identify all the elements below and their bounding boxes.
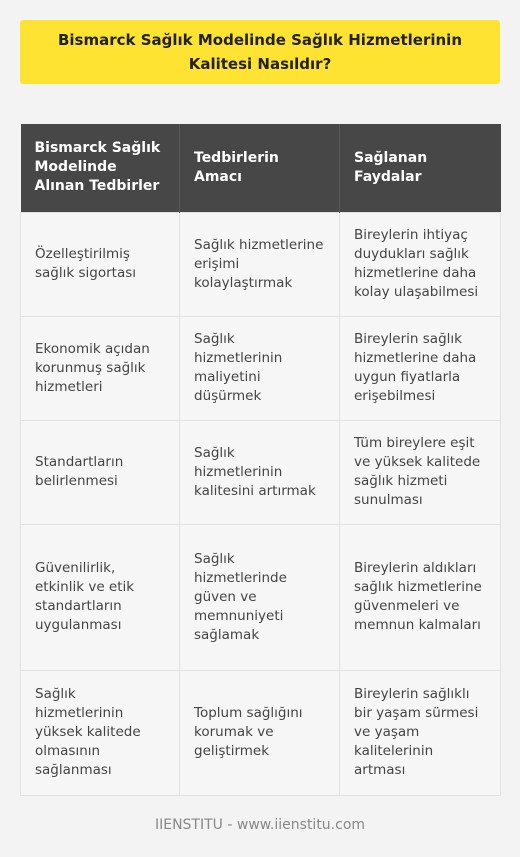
table-cell: Sağlık hizmetlerine erişimi kolaylaştırmak: [180, 212, 340, 316]
table-cell: Özelleştirilmiş sağlık sigortası: [21, 212, 180, 316]
table-cell: Sağlık hizmetlerinin yüksek kalitede olmasının sağlanması: [21, 670, 180, 795]
table-cell: Sağlık hizmetlerinin maliyetini düşürmek: [180, 316, 340, 420]
table-cell: Güvenilirlik, etkinlik ve etik standartların uygulanması: [21, 524, 180, 670]
table-cell: Standartların belirlenmesi: [21, 420, 180, 524]
page-title: Bismarck Sağlık Modelinde Sağlık Hizmetlerinin Kalitesi Nasıldır?: [20, 20, 500, 84]
table-row: [21, 212, 501, 316]
table-cell: Bireylerin aldıkları sağlık hizmetlerine güvenmeleri ve memnun kalmaları: [340, 524, 501, 670]
table-cell: Sağlık hizmetlerinin kalitesini artırmak: [180, 420, 340, 524]
table-row: [21, 670, 501, 795]
measures-table: [20, 124, 501, 796]
table-header-row: [21, 124, 501, 212]
footer-credit: IIENSTITU - www.iienstitu.com: [154, 817, 366, 833]
table-cell: Toplum sağlığını korumak ve geliştirmek: [180, 670, 340, 795]
table-cell: Sağlık hizmetlerinde güven ve memnuniyeti sağlamak: [180, 524, 340, 670]
table-row: [21, 420, 501, 524]
table-cell: Bireylerin sağlıklı bir yaşam sürmesi ve yaşam kalitelerinin artması: [340, 670, 501, 795]
table-cell: Bireylerin sağlık hizmetlerine daha uygun fiyatlarla erişebilmesi: [340, 316, 501, 420]
column-header-benefits: Sağlanan Faydalar: [340, 124, 501, 212]
table-cell: Ekonomik açıdan korunmuş sağlık hizmetleri: [21, 316, 180, 420]
table-cell: Tüm bireylere eşit ve yüksek kalitede sağlık hizmeti sunulması: [340, 420, 501, 524]
table-cell: Bireylerin ihtiyaç duydukları sağlık hizmetlerine daha kolay ulaşabilmesi: [340, 212, 501, 316]
column-header-measures: Bismarck Sağlık Modelinde Alınan Tedbirler: [21, 124, 180, 212]
table-row: [21, 524, 501, 670]
table-row: [21, 316, 501, 420]
column-header-purpose: Tedbirlerin Amacı: [180, 124, 340, 212]
